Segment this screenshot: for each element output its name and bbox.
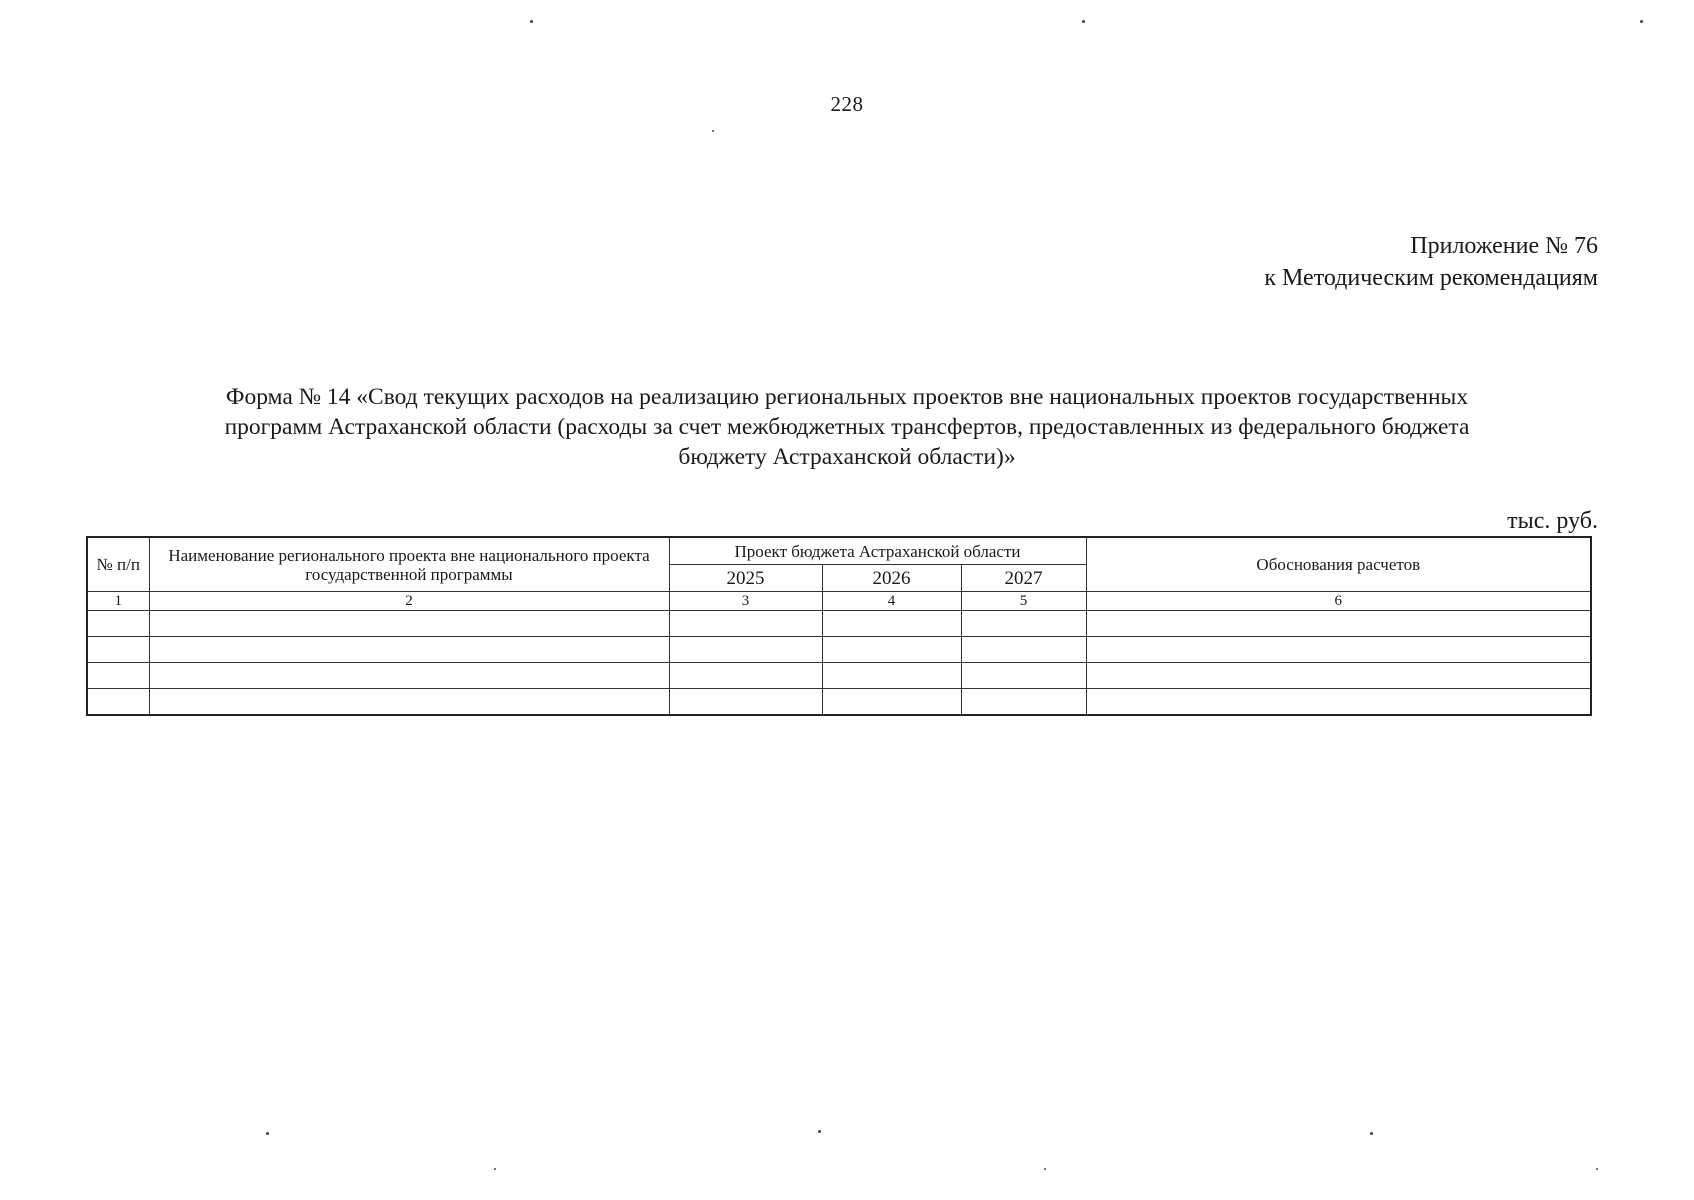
table-cell [822,689,961,716]
scan-speck [530,20,533,23]
scan-speck [494,1168,496,1170]
table-cell [822,663,961,689]
table-cell [87,663,149,689]
table-cell [87,637,149,663]
table-cell [149,611,669,637]
form-title-line-2: программ Астраханской области (расходы за счет межбюджетных трансфертов, предоставленных из федерального бюджета [224,414,1470,440]
column-number: 4 [822,592,961,611]
column-number: 1 [87,592,149,611]
expenses-table [86,536,1592,716]
header-justification: Обоснования расчетов [1086,537,1591,592]
appendix-subtitle: к Методическим рекомендациям [1264,265,1598,291]
table-cell [822,611,961,637]
header-project-name: Наименование регионального проекта вне национального проекта государственной программы [149,537,669,592]
table-cell [149,689,669,716]
column-number: 5 [961,592,1086,611]
table-cell [669,637,822,663]
column-number: 6 [1086,592,1591,611]
table-cell [822,637,961,663]
table-cell [669,663,822,689]
scan-speck [818,1130,821,1133]
scan-speck [1370,1132,1373,1135]
table-cell [1086,637,1591,663]
column-number: 2 [149,592,669,611]
table-cell [961,663,1086,689]
table-cell [669,611,822,637]
header-row-number: № п/п [87,537,149,592]
table-row [87,689,1591,716]
scan-speck [712,130,714,132]
header-year-2026: 2026 [822,565,961,592]
table-row [87,611,1591,637]
form-title-line-3: бюджету Астраханской области)» [678,444,1016,470]
appendix-reference [1264,230,1598,294]
table-cell [1086,663,1591,689]
table-row [87,663,1591,689]
scan-speck [1640,20,1643,23]
table-cell [1086,689,1591,716]
table-cell [87,689,149,716]
column-numbers-row [87,592,1591,611]
form-title-line-1: Форма № 14 «Свод текущих расходов на реализацию региональных проектов вне национальных проектов государственных [225,384,1469,410]
table-cell [669,689,822,716]
table-cell [961,611,1086,637]
table-row [87,637,1591,663]
table-cell [149,637,669,663]
appendix-number: Приложение № 76 [1410,233,1598,259]
table-cell [1086,611,1591,637]
page-number: 228 [830,92,864,116]
units-label: тыс. руб. [1507,508,1598,534]
header-year-2025: 2025 [669,565,822,592]
scan-speck [1596,1168,1598,1170]
table-cell [961,689,1086,716]
form-title [118,382,1576,472]
scan-speck [1082,20,1085,23]
scan-speck [266,1132,269,1135]
header-budget-group: Проект бюджета Астраханской области [669,537,1086,565]
column-number: 3 [669,592,822,611]
header-year-2027: 2027 [961,565,1086,592]
table-cell [149,663,669,689]
table-cell [87,611,149,637]
scan-speck [1044,1168,1046,1170]
table-cell [961,637,1086,663]
